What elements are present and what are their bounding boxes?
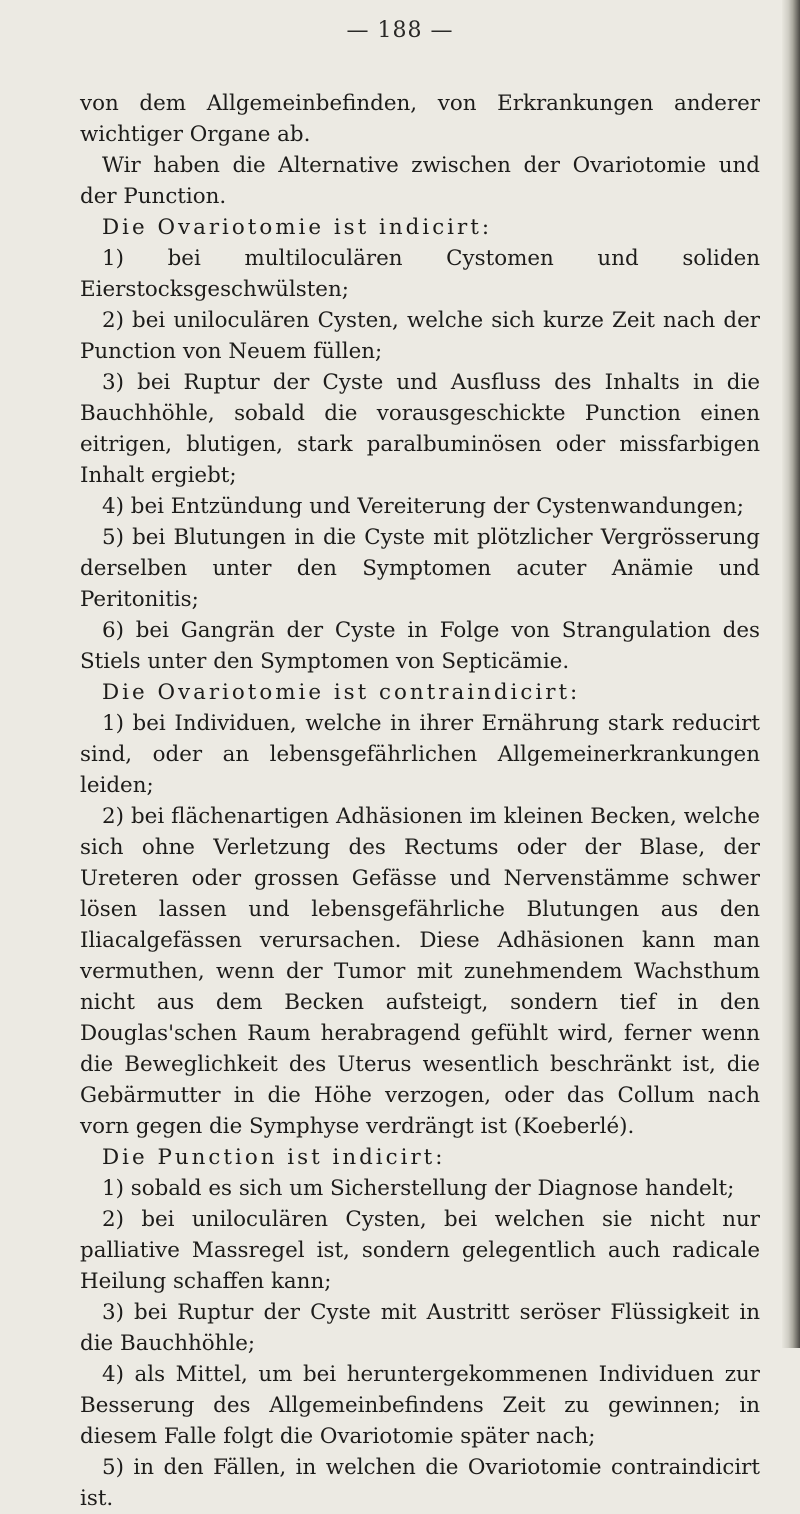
paragraph: 4) bei Entzündung und Vereiterung der Cystenwandungen; bbox=[102, 494, 744, 519]
paragraph: 3) bei Ruptur der Cyste und Ausfluss des Inhalts in die Bauchhöhle, sobald die vorausgeschickte Punction einen eitrigen, blutigen, stark paralbuminösen oder missfarbigen Inhalt ergiebt; bbox=[80, 370, 760, 488]
paragraph: 5) bei Blutungen in die Cyste mit plötzlicher Vergrösserung derselben unter den Symptomen acuter Anämie und Peritonitis; bbox=[80, 525, 760, 612]
paragraph: 3) bei Ruptur der Cyste mit Austritt seröser Flüssigkeit in die Bauchhöhle; bbox=[80, 1300, 760, 1356]
paragraph: 1) sobald es sich um Sicherstellung der Diagnose handelt; bbox=[102, 1176, 735, 1201]
paragraph: von dem Allgemeinbefinden, von Erkrankungen anderer wichtiger Organe ab. bbox=[80, 91, 760, 147]
section-heading: Die Ovariotomie ist indicirt: bbox=[102, 215, 493, 240]
paragraph: 2) bei uniloculären Cysten, welche sich kurze Zeit nach der Punction von Neuem füllen; bbox=[80, 308, 760, 364]
page-number: — 188 — bbox=[346, 18, 454, 43]
paragraph: Wir haben die Alternative zwischen der Ovariotomie und der Punction. bbox=[80, 153, 760, 209]
paragraph: 4) als Mittel, um bei heruntergekommenen Individuen zur Besserung des Allgemeinbefindens Zeit zu gewinnen; in diesem Falle folgt die Ovariotomie später nach; bbox=[80, 1362, 760, 1449]
paragraph: 5) in den Fällen, in welchen die Ovariotomie contraindicirt ist. bbox=[80, 1455, 760, 1511]
body-text bbox=[80, 88, 760, 1514]
section-heading: Die Ovariotomie ist contraindicirt: bbox=[102, 680, 581, 705]
page-edge-shadow bbox=[782, 0, 800, 1348]
paragraph: 6) bei Gangrän der Cyste in Folge von Strangulation des Stiels unter den Symptomen von Septicämie. bbox=[80, 618, 760, 674]
paragraph: 2) bei flächenartigen Adhäsionen im kleinen Becken, welche sich ohne Verletzung des Rectums oder der Blase, der Ureteren oder grossen Gefässe und Nervenstämme schwer lösen lassen und lebensgefährliche Blutungen aus den Iliacalgefässen verursachen. Diese Adhäsionen kann man vermuthen, wenn der Tumor mit zunehmendem Wachsthum nicht aus dem Becken aufsteigt, sondern tief in den Douglas'schen Raum herabragend gefühlt wird, ferner wenn die Beweglichkeit des Uterus wesentlich beschränkt ist, die Gebärmutter in die Höhe verzogen, oder das Collum nach vorn gegen die Symphyse verdrängt ist (Koeberlé). bbox=[80, 804, 760, 1139]
paragraph: 1) bei Individuen, welche in ihrer Ernährung stark reducirt sind, oder an lebensgefährlichen Allgemeinerkrankungen leiden; bbox=[80, 711, 760, 798]
paragraph: 1) bei multiloculären Cystomen und soliden Eierstocksgeschwülsten; bbox=[80, 246, 760, 302]
paragraph: 2) bei uniloculären Cysten, bei welchen sie nicht nur palliative Massregel ist, sondern gelegentlich auch radicale Heilung schaffen kann; bbox=[80, 1207, 760, 1294]
section-heading: Die Punction ist indicirt: bbox=[102, 1145, 446, 1170]
